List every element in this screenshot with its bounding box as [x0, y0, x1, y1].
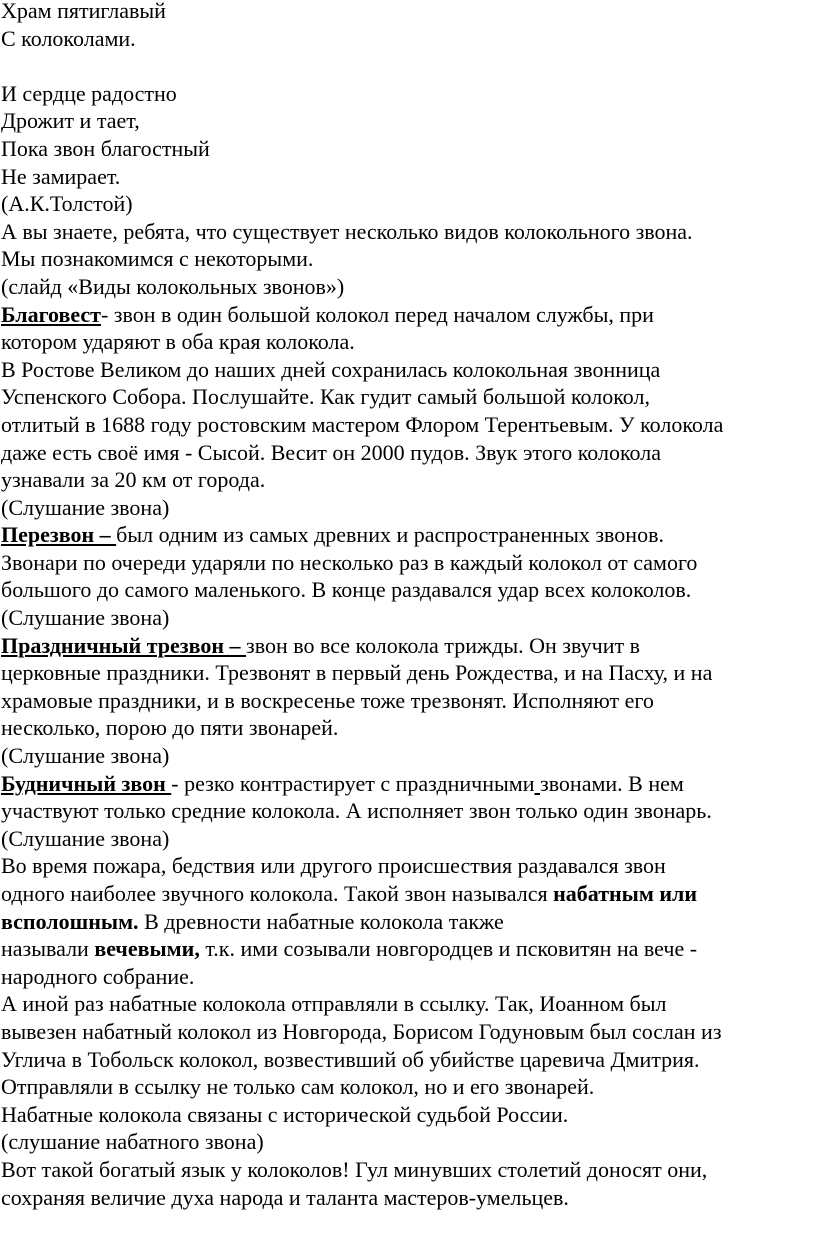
text-line: Мы познакомимся с некоторыми.	[1, 246, 314, 272]
listen-note: (Слушание звона)	[1, 743, 170, 769]
text-span: называли	[1, 936, 95, 962]
listen-note: (Слушание звона)	[1, 825, 170, 851]
poem-line: Не замирает.	[1, 163, 121, 189]
text-line	[1, 301, 816, 329]
term-blagovest: Благовест	[1, 301, 101, 327]
poem-line: С колоколами.	[1, 25, 136, 51]
intro-block	[1, 218, 816, 301]
text-line: Отправляли в ссылку не только сам колокол, но и его звонарей.	[1, 1074, 595, 1100]
text-line	[1, 770, 816, 798]
text-line: А вы знаете, ребята, что существует несколько видов колокольного звона.	[1, 218, 693, 244]
definition-text: - резко контрастирует с праздничными	[171, 770, 535, 796]
trezvon-section	[1, 632, 816, 770]
definition-text: был одним из самых древних и распространенных звонов.	[116, 522, 664, 548]
closing-block	[1, 1156, 816, 1211]
listen-note: (Слушание звона)	[1, 494, 170, 520]
text-line: вывезен набатный колокол из Новгорода, Борисом Годуновым был сослан из	[1, 1018, 722, 1044]
term-trezvon: Праздничный трезвон –	[1, 632, 247, 658]
term-nabatny: набатным или	[553, 881, 698, 906]
text-line: Углича в Тобольск колокол, возвестивший об убийстве царевича Дмитрия.	[1, 1046, 700, 1072]
text-line	[1, 935, 816, 963]
term-vspoloshny: всполошным.	[1, 908, 139, 934]
text-line: отлитый в 1688 году ростовским мастером Флором Терентьевым. У колокола	[1, 411, 724, 437]
poem-line: Храм пятиглавый	[1, 0, 166, 23]
text-line: даже есть своё имя - Сысой. Весит он 2000 пудов. Звук этого колокола	[1, 439, 662, 465]
blank-line	[1, 52, 816, 80]
text-line: храмовые праздники, и в воскресенье тоже трезвонят. Исполняют его	[1, 687, 654, 713]
poem-line: Пока звон благостный	[1, 135, 210, 161]
text-line: церковные праздники. Трезвонят в первый день Рождества, и на Пасху, и на	[1, 660, 713, 686]
text-line: В Ростове Великом до наших дней сохранилась колокольная звонница	[1, 356, 661, 382]
text-line: А иной раз набатные колокола отправляли в ссылку. Так, Иоанном был	[1, 991, 667, 1017]
text-line: участвуют только средние колокола. А исполняет звон только один звонарь.	[1, 798, 712, 824]
poem-line: И сердце радостно	[1, 80, 177, 106]
text-line: Во время пожара, бедствия или другого происшествия раздавался звон	[1, 853, 666, 879]
budnichny-section	[1, 770, 816, 853]
text-span: В древности набатные колокола также	[138, 908, 504, 934]
nabat-section	[1, 852, 816, 1156]
poem-author: (А.К.Толстой)	[1, 191, 133, 217]
text-line: Успенского Собора. Послушайте. Как гудит самый большой колокол,	[1, 384, 650, 410]
text-line: Вот такой богатый язык у колоколов! Гул минувших столетий доносят они,	[1, 1156, 708, 1182]
text-line: Звонари по очереди ударяли по несколько раз в каждый колокол от самого	[1, 549, 698, 575]
text-line: Набатные колокола связаны с исторической судьбой России.	[1, 1101, 569, 1127]
listen-note: (слушание набатного звона)	[1, 1129, 264, 1155]
text-line: узнавали за 20 км от города.	[1, 467, 266, 493]
definition-text: звонами. В нем	[540, 770, 684, 796]
definition-text: - звон в один большой колокол перед началом службы, при	[100, 301, 654, 327]
slide-note: (слайд «Виды колокольных звонов»)	[1, 273, 345, 299]
definition-text: звон во все колокола трижды. Он звучит в	[246, 632, 640, 658]
text-line: сохраняя величие духа народа и таланта мастеров-умельцев.	[1, 1184, 569, 1210]
listen-note: (Слушание звона)	[1, 605, 170, 631]
text-line	[1, 632, 816, 660]
text-line	[1, 908, 816, 936]
text-line: большого до самого маленького. В конце раздавался удар всех колоколов.	[1, 577, 692, 603]
perezvon-section	[1, 521, 816, 631]
poem-block	[1, 0, 816, 218]
term-vechevy: вечевыми,	[94, 936, 200, 962]
blagovest-section	[1, 301, 816, 522]
poem-line: Дрожит и тает,	[1, 108, 140, 134]
text-span: одного наиболее звучного колокола. Такой звон назывался	[1, 881, 554, 906]
text-line	[1, 521, 816, 549]
text-line: котором ударяют в оба края колокола.	[1, 329, 355, 355]
text-line: народного собрание.	[1, 963, 195, 989]
term-perezvon: Перезвон –	[1, 522, 117, 548]
text-line: несколько, порою до пяти звонарей.	[1, 715, 339, 741]
text-line	[1, 880, 816, 908]
term-budnichny: Будничный звон	[1, 770, 172, 796]
text-span: т.к. ими созывали новгородцев и псковитян на вече -	[199, 936, 698, 962]
